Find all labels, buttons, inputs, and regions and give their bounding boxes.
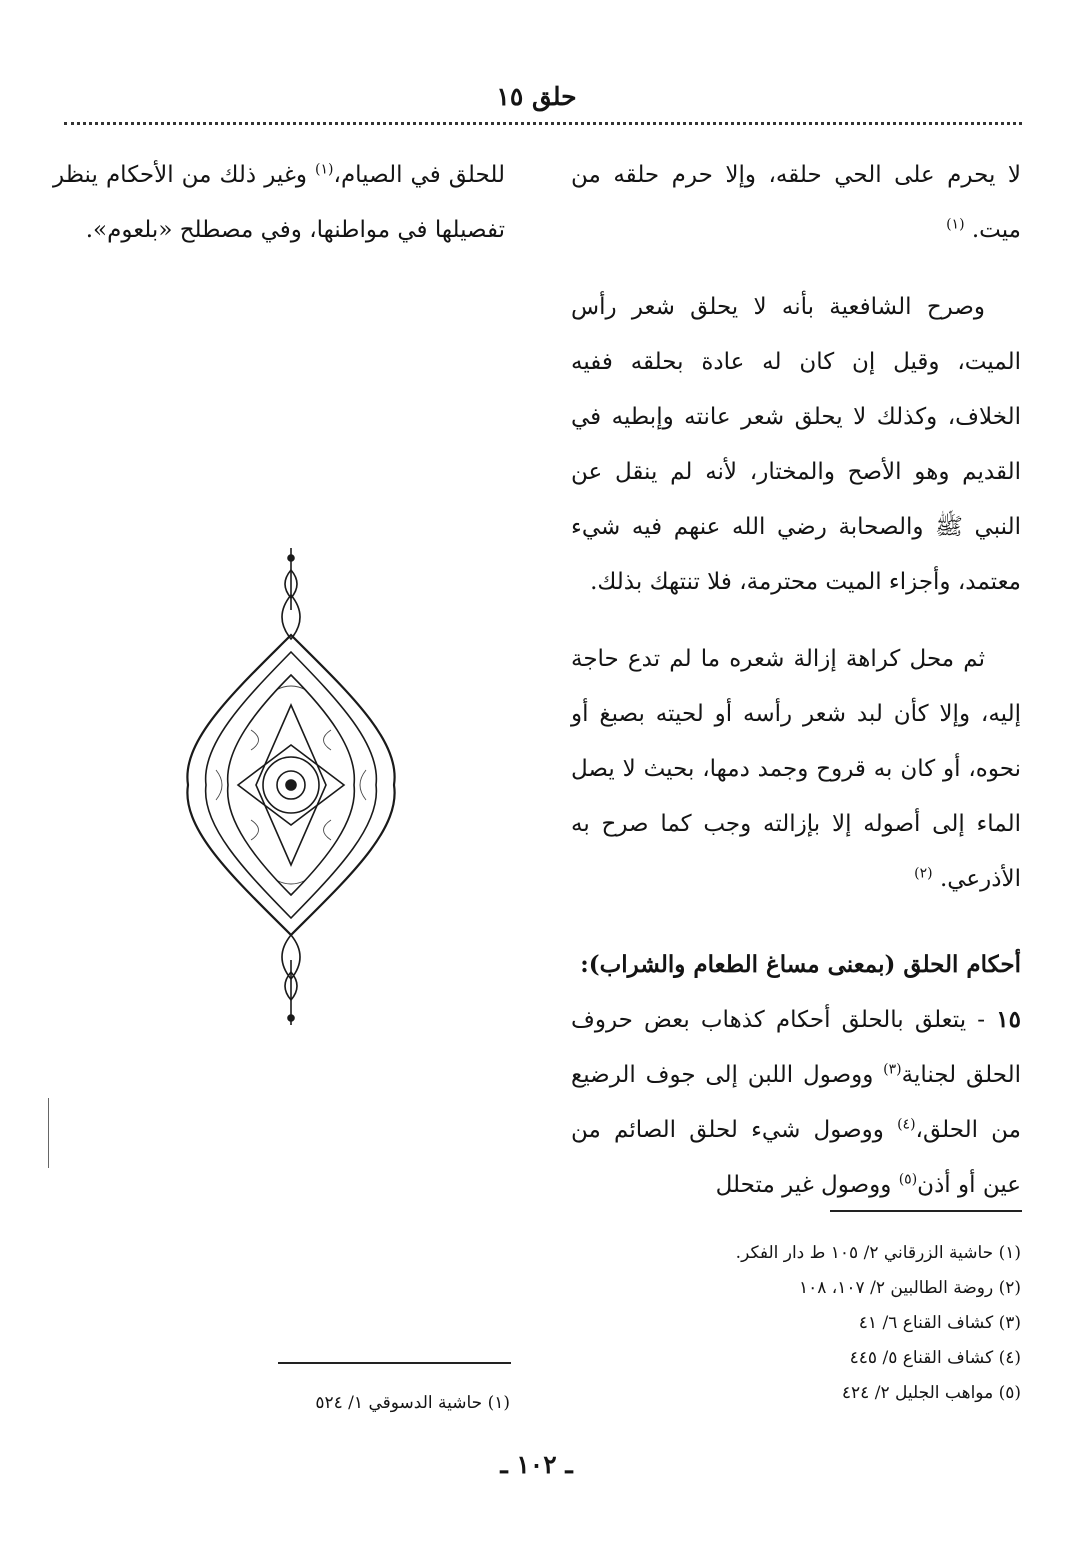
footnote: (٤) كشاف القناع ٥/ ٤٤٥	[849, 1348, 1021, 1368]
page-header-title: حلق ١٥	[496, 82, 577, 111]
footnote: (٣) كشاف القناع ٦/ ٤١	[858, 1313, 1021, 1333]
left-paragraph-text: للحلق في الصيام،	[333, 162, 505, 188]
page-number: ـ ١٠٢ ـ	[500, 1450, 573, 1479]
left-paragraph-text: وغير ذلك من الأحكام ينظر تفصيلها في مواطنها، وفي مصطلح «بلعوم».	[53, 162, 505, 243]
footnotes-right	[571, 1236, 1021, 1411]
right-text-column	[571, 148, 1021, 1213]
footnote: (٥) مواهب الجليل ٢/ ٤٢٤	[841, 1383, 1021, 1403]
arabesque-ornament-icon	[176, 540, 406, 1030]
footnote-ref: (٥)	[898, 1171, 918, 1188]
paragraph-2: وصرح الشافعية بأنه لا يحلق شعر رأس الميت، وقيل إن كان له عادة بحلقه ففيه الخلاف، وكذلك لا يحلق شعر عانته وإبطيه في القديم وهو الأصح والمختار، لأنه لم ينقل عن النبي ﷺ والصحابة رضي الله عنهم فيه شيء معتمد، وأجزاء الميت محترمة، فلا تنتهك بذلك.	[571, 294, 1021, 595]
left-text-column	[53, 148, 505, 258]
footnotes-left	[60, 1386, 510, 1421]
item-text: ووصول اللبن إلى جوف الرضيع من الحلق،	[571, 1062, 1022, 1143]
item-number: ١٥	[996, 1006, 1021, 1033]
numbered-item	[571, 992, 1021, 1213]
item-text: - يتعلق بالحلق أحكام كذهاب بعض حروف الحلق لجناية	[571, 1007, 1021, 1088]
footnote-ref: (١)	[315, 161, 334, 178]
item-text: ووصول شيء لحلق الصائم من عين أو أذن	[571, 1117, 1021, 1198]
footnote: (٢) روضة الطالبين ٢/ ١٠٧، ١٠٨	[799, 1278, 1021, 1298]
footnote-ref: (٤)	[897, 1116, 916, 1133]
paragraph-1-text: لا يحرم على الحي حلقه، وإلا حرم حلقه من ميت.	[571, 162, 1021, 243]
paragraph-3-text: ثم محل كراهة إزالة شعره ما لم تدع حاجة إليه، وإلا كأن لبد شعر رأسه أو لحيته بصبغ أو نحوه، أو كان به قروح وجمد دمها، بحيث لا يصل الماء إلى أصوله إلا بإزالته وجب كما صرح به الأذرعي.	[571, 646, 1021, 892]
header-dotted-rule	[64, 122, 1022, 125]
margin-line	[48, 1098, 49, 1168]
footnote-rule	[278, 1362, 511, 1364]
item-text: ووصول غير متحلل	[715, 1172, 899, 1198]
section-heading: أحكام الحلق (بمعنى مساغ الطعام والشراب):	[580, 951, 1021, 978]
paragraph-1	[571, 148, 1021, 258]
footnote-ref: (٣)	[883, 1061, 902, 1078]
footnote-rule	[830, 1210, 1022, 1212]
left-paragraph	[53, 148, 505, 258]
footnote-ref: (٢)	[914, 865, 933, 882]
footnote-ref: (١)	[946, 216, 965, 233]
paragraph-3	[571, 632, 1021, 907]
footnote: (١) حاشية الزرقاني ٢/ ١٠٥ ط دار الفكر.	[735, 1243, 1021, 1263]
footnote: (١) حاشية الدسوقي ١/ ٥٢٤	[315, 1393, 510, 1413]
